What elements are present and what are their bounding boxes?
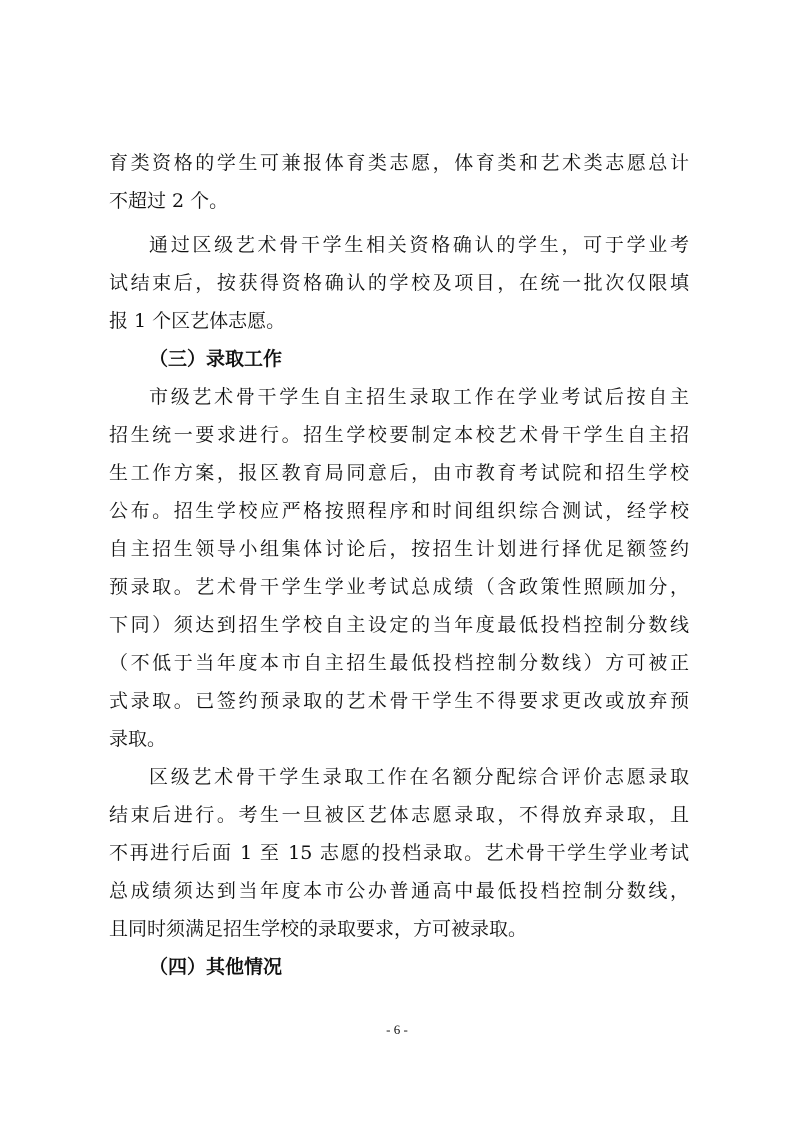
paragraph-1-line-2: 不超过 2 个。 xyxy=(109,190,229,212)
paragraph-3-line-1: 市级艺术骨干学生自主招生录取工作在学业考试后按自主 xyxy=(149,386,689,408)
section-heading-admission-work: （三）录取工作 xyxy=(149,348,283,370)
page-number: - 6 - xyxy=(386,1022,408,1037)
paragraph-4-line-4: 总成绩须达到当年度本市公办普通高中最低投档控制分数线， xyxy=(109,880,689,902)
paragraph-3-line-8: （不低于当年度本市自主招生最低投档控制分数线）方可被正 xyxy=(109,652,689,674)
paragraph-4-line-2: 结束后进行。考生一旦被区艺体志愿录取，不得放弃录取，且 xyxy=(109,804,689,826)
paragraph-4-line-1: 区级艺术骨干学生录取工作在名额分配综合评价志愿录取 xyxy=(149,766,689,788)
section-heading-other-matters: （四）其他情况 xyxy=(149,956,283,978)
paragraph-3-line-10: 录取。 xyxy=(109,728,167,750)
paragraph-3-line-7: 下同）须达到招生学校自主设定的当年度最低投档控制分数线 xyxy=(109,614,689,636)
paragraph-3-line-4: 公布。招生学校应严格按照程序和时间组织综合测试，经学校 xyxy=(109,500,689,522)
paragraph-3-line-5: 自主招生领导小组集体讨论后，按招生计划进行择优足额签约 xyxy=(109,538,689,560)
paragraph-2-line-3: 报 1 个区艺体志愿。 xyxy=(109,310,286,332)
paragraph-4-line-5: 且同时须满足招生学校的录取要求，方可被录取。 xyxy=(109,918,528,940)
paragraph-3-line-9: 式录取。已签约预录取的艺术骨干学生不得要求更改或放弃预 xyxy=(109,690,689,712)
paragraph-3-line-6: 预录取。艺术骨干学生学业考试总成绩（含政策性照顾加分， xyxy=(109,576,689,598)
paragraph-3-line-2: 招生统一要求进行。招生学校要制定本校艺术骨干学生自主招 xyxy=(109,424,689,446)
paragraph-2-line-1: 通过区级艺术骨干学生相关资格确认的学生，可于学业考 xyxy=(149,234,689,256)
paragraph-3-line-3: 生工作方案，报区教育局同意后，由市教育考试院和招生学校 xyxy=(109,462,689,484)
paragraph-4-line-3: 不再进行后面 1 至 15 志愿的投档录取。艺术骨干学生学业考试 xyxy=(109,842,689,864)
paragraph-1-line-1: 育类资格的学生可兼报体育类志愿，体育类和艺术类志愿总计 xyxy=(109,152,689,174)
paragraph-2-line-2: 试结束后，按获得资格确认的学校及项目，在统一批次仅限填 xyxy=(109,272,689,294)
